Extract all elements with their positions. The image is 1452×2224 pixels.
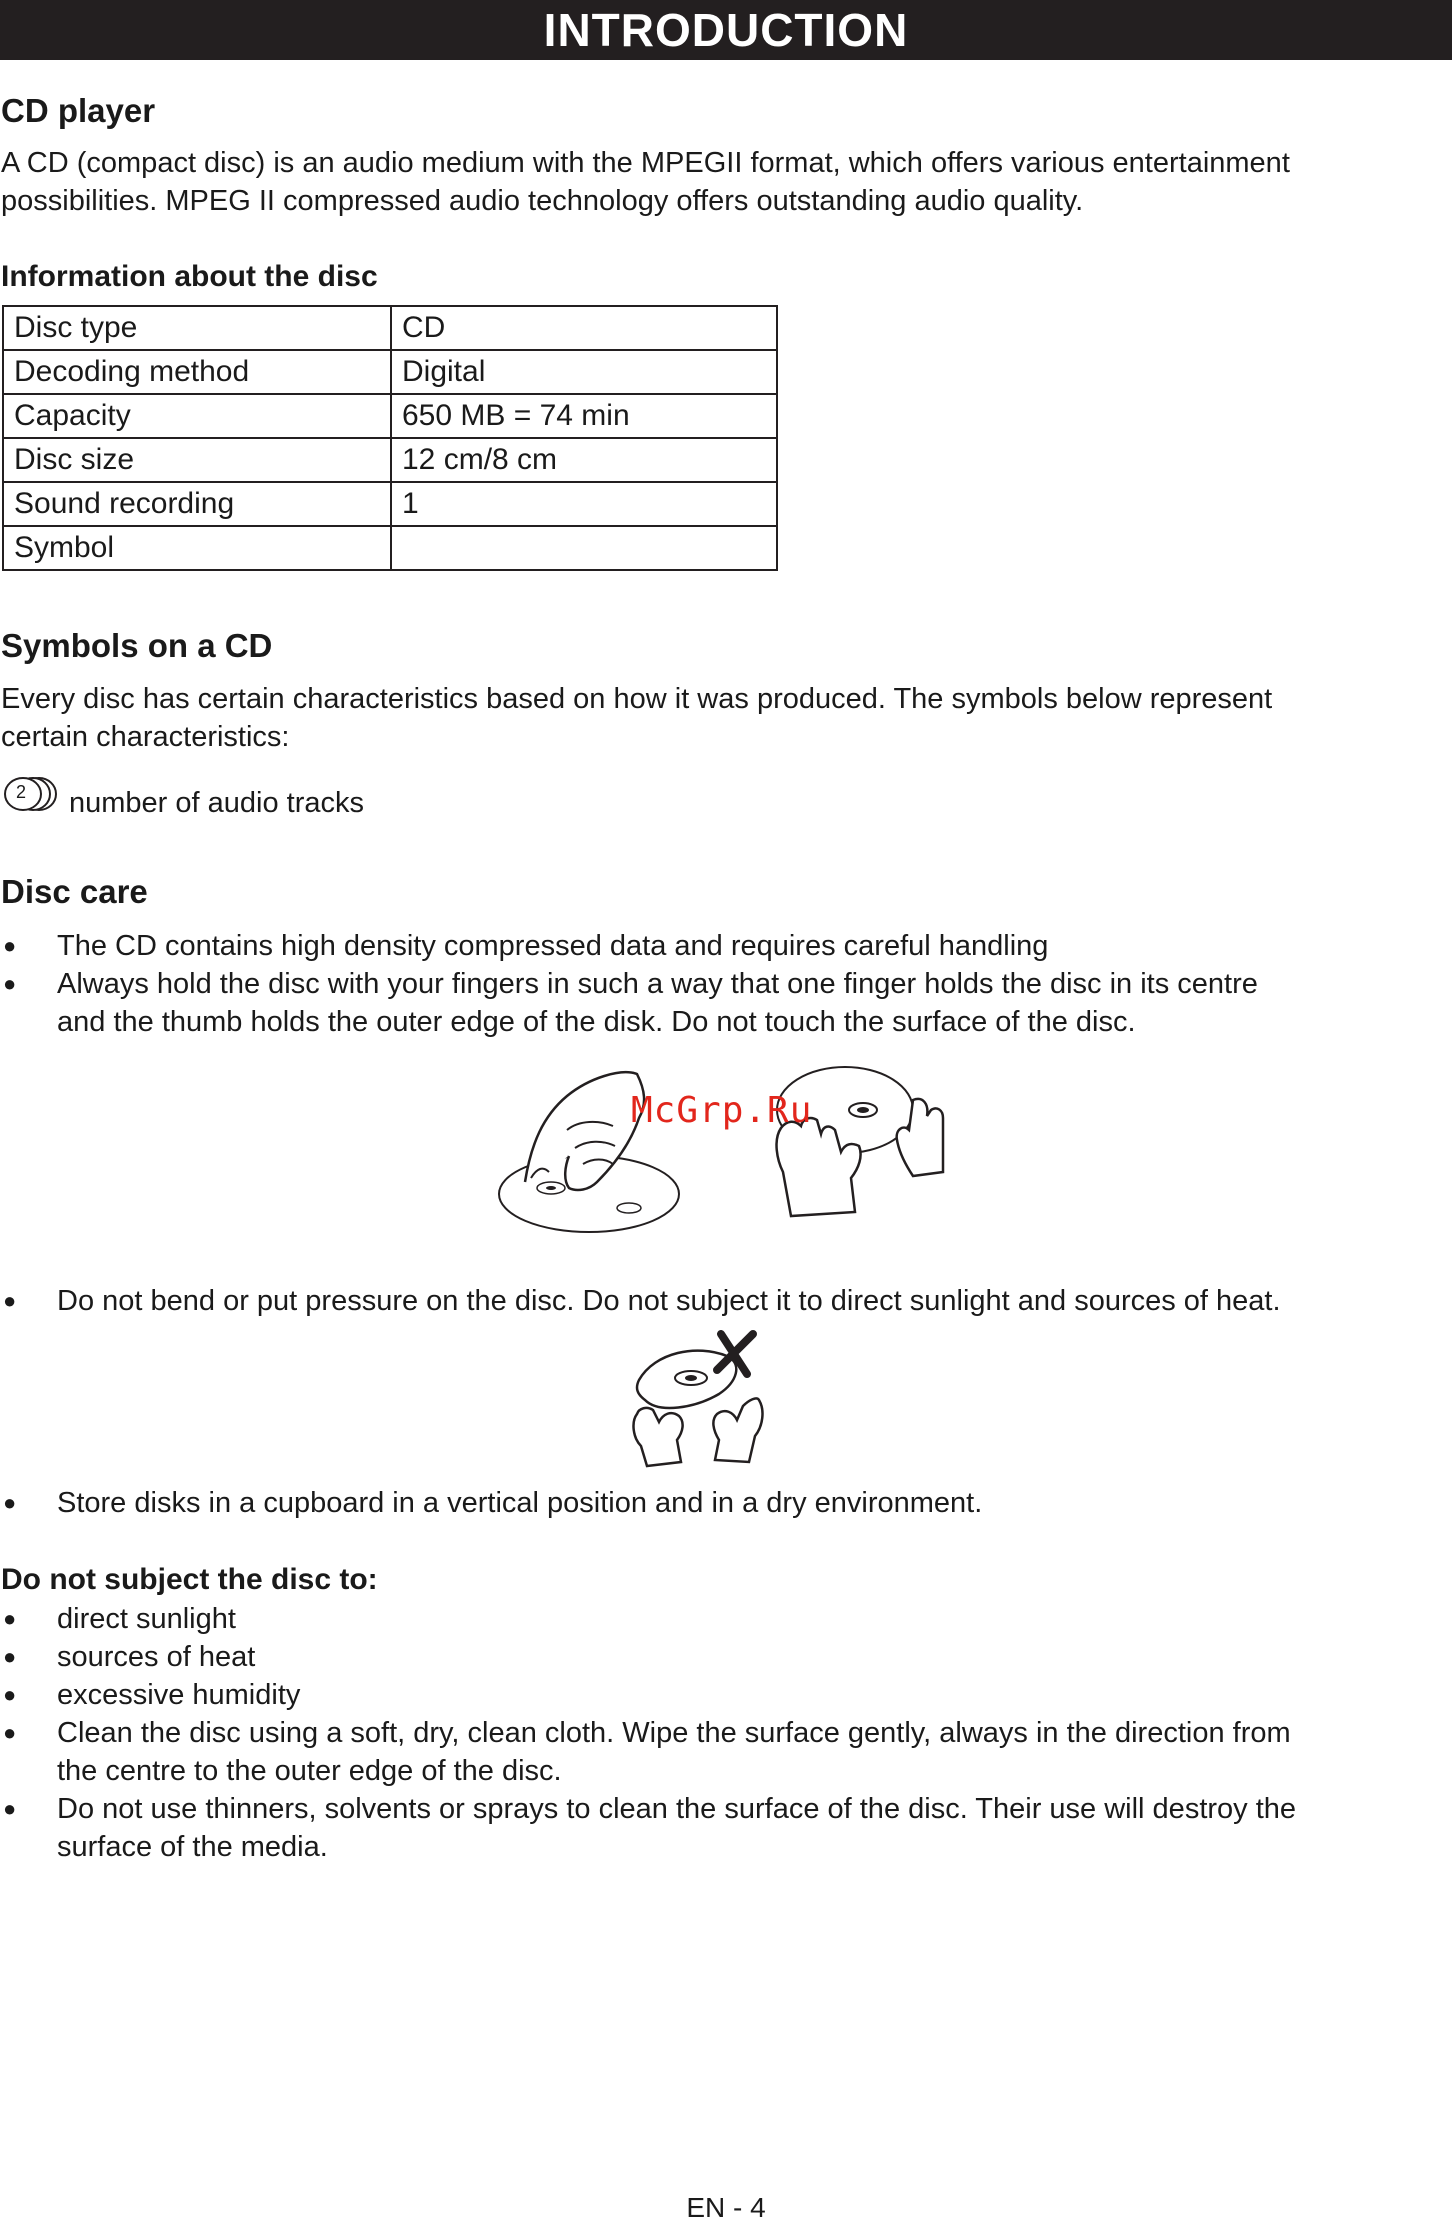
table-cell-label: Symbol bbox=[3, 526, 391, 570]
table-row bbox=[3, 482, 777, 526]
bullet-icon: ● bbox=[3, 1682, 17, 1707]
table-cell-label: Disc type bbox=[3, 306, 391, 350]
table-row bbox=[3, 526, 777, 570]
table-row bbox=[3, 394, 777, 438]
table-row bbox=[3, 350, 777, 394]
bullet-icon: ● bbox=[3, 1606, 17, 1631]
table-cell-label: Capacity bbox=[3, 394, 391, 438]
table-cell-value bbox=[391, 526, 777, 570]
list-item-text: Always hold the disc with your fingers in such a way that one finger holds the disc in its centre bbox=[57, 968, 1258, 1000]
disc-info-heading: Information about the disc bbox=[1, 260, 378, 293]
disc-info-table bbox=[2, 305, 778, 571]
table-cell-label: Disc size bbox=[3, 438, 391, 482]
audio-tracks-label: number of audio tracks bbox=[69, 787, 364, 819]
watermark: McGrp.Ru bbox=[631, 1090, 813, 1131]
bullet-icon: ● bbox=[3, 1288, 17, 1313]
cd-player-text-line2: possibilities. MPEG II compressed audio technology offers outstanding audio quality. bbox=[1, 185, 1084, 217]
list-item-text: surface of the media. bbox=[57, 1831, 328, 1863]
list-item-text: Do not bend or put pressure on the disc. Do not subject it to direct sunlight and sources of heat. bbox=[57, 1285, 1281, 1317]
avoid-heading: Do not subject the disc to: bbox=[1, 1563, 378, 1596]
audio-tracks-symbol bbox=[3, 776, 59, 812]
page-number: EN - 4 bbox=[686, 2192, 766, 2223]
list-item-text: Clean the disc using a soft, dry, clean cloth. Wipe the surface gently, always in the direction from bbox=[57, 1717, 1291, 1749]
disc-bending-illustration bbox=[625, 1330, 775, 1470]
bullet-icon: ● bbox=[3, 971, 17, 996]
list-item-text: and the thumb holds the outer edge of the disk. Do not touch the surface of the disc. bbox=[57, 1006, 1136, 1038]
list-item-text: the centre to the outer edge of the disc. bbox=[57, 1755, 562, 1787]
page-title: INTRODUCTION bbox=[543, 4, 909, 56]
symbols-text-line2: certain characteristics: bbox=[1, 721, 290, 753]
bullet-icon: ● bbox=[3, 1720, 17, 1745]
table-row bbox=[3, 438, 777, 482]
disc-care-heading: Disc care bbox=[1, 873, 148, 910]
table-cell-value: 12 cm/8 cm bbox=[391, 438, 777, 482]
symbols-text-line1: Every disc has certain characteristics based on how it was produced. The symbols below represent bbox=[1, 683, 1273, 715]
table-cell-value: Digital bbox=[391, 350, 777, 394]
bullet-icon: ● bbox=[3, 1796, 17, 1821]
table-cell-value: CD bbox=[391, 306, 777, 350]
symbols-heading: Symbols on a CD bbox=[1, 627, 273, 664]
audio-tracks-number: 2 bbox=[16, 782, 27, 802]
list-item-text: excessive humidity bbox=[57, 1679, 301, 1711]
list-item-text: Do not use thinners, solvents or sprays to clean the surface of the disc. Their use will destroy the bbox=[57, 1793, 1297, 1825]
list-item-text: The CD contains high density compressed data and requires careful handling bbox=[57, 930, 1049, 962]
table-cell-value: 1 bbox=[391, 482, 777, 526]
table-cell-value: 650 MB = 74 min bbox=[391, 394, 777, 438]
table-cell-label: Sound recording bbox=[3, 482, 391, 526]
bullet-icon: ● bbox=[3, 1644, 17, 1669]
list-item-text: direct sunlight bbox=[57, 1603, 236, 1635]
disc-handling-illustration bbox=[479, 1060, 999, 1240]
list-item-text: Store disks in a cupboard in a vertical position and in a dry environment. bbox=[57, 1487, 983, 1519]
table-cell-label: Decoding method bbox=[3, 350, 391, 394]
page-header bbox=[0, 0, 1452, 60]
list-item-text: sources of heat bbox=[57, 1641, 256, 1673]
cd-player-text-line1: A CD (compact disc) is an audio medium with the MPEGII format, which offers various entertainment bbox=[1, 147, 1290, 179]
disc-stack-icon bbox=[3, 776, 59, 812]
cd-player-heading: CD player bbox=[1, 92, 156, 129]
table-row bbox=[3, 306, 777, 350]
bullet-icon: ● bbox=[3, 933, 17, 958]
bullet-icon: ● bbox=[3, 1490, 17, 1515]
